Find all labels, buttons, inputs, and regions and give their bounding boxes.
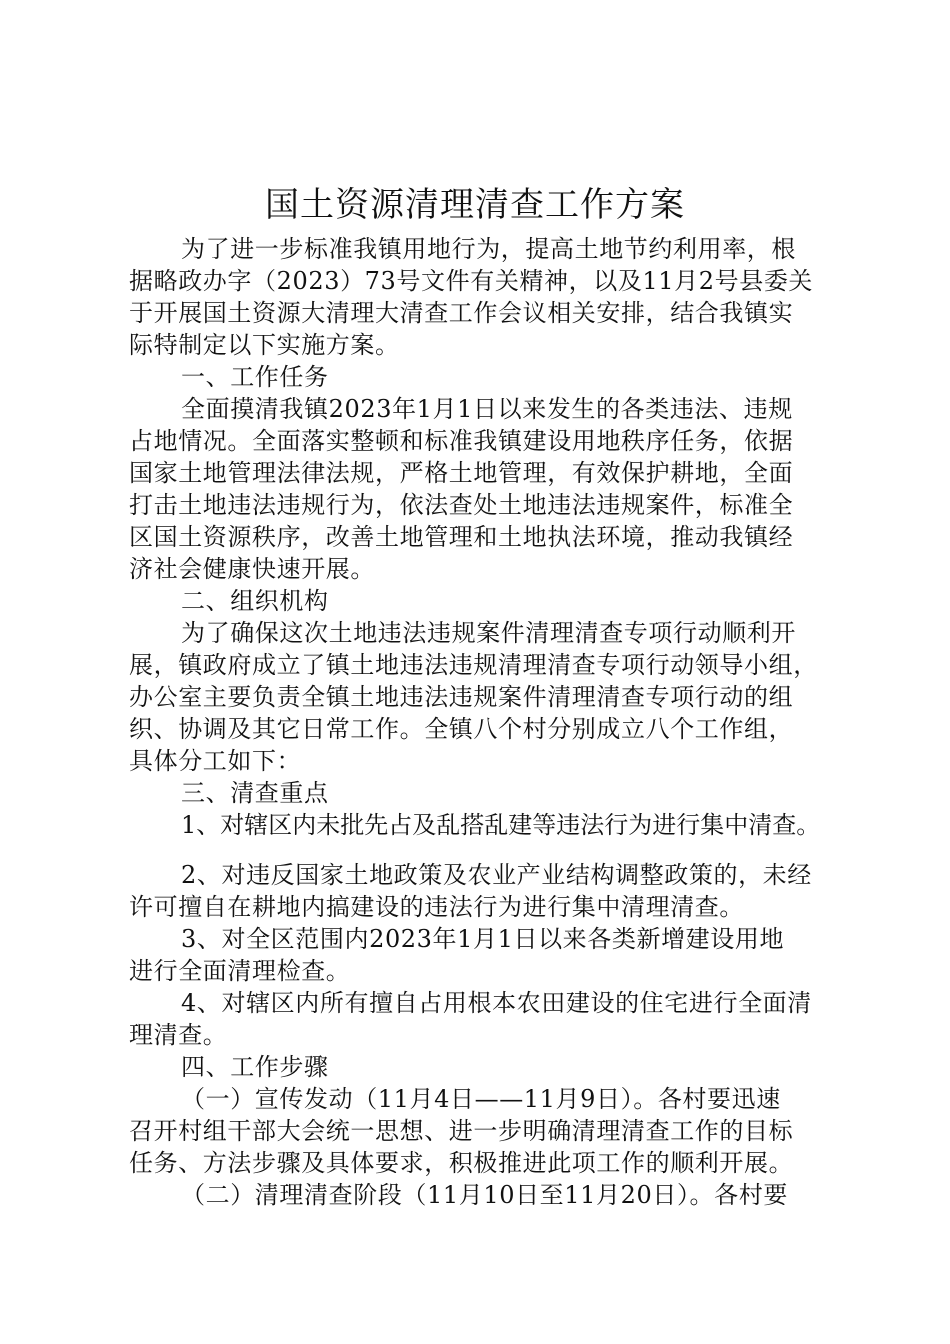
paragraph-line: 展，镇政府成立了镇土地违法违规清理清查专项行动领导小组， [129,651,818,679]
paragraph-line: 许可擅自在耕地内搞建设的违法行为进行集中清理清查。 [129,893,744,921]
section-heading: 二、组织机构 [181,587,329,615]
paragraph-line: 1、对辖区内未批先占及乱搭乱建等违法行为进行集中清查。 [181,811,821,839]
paragraph-line: 召开村组干部大会统一思想、进一步明确清理清查工作的目标 [129,1117,794,1145]
paragraph-line: 任务、方法步骤及具体要求，积极推进此项工作的顺利开展。 [129,1149,794,1177]
paragraph-line: 为了进一步标准我镇用地行为，提高土地节约利用率，根 [181,235,796,263]
paragraph-line: （一）宣传发动（11月4日——11月9日）。各村要迅速 [181,1085,781,1113]
paragraph-line: 2、对违反国家土地政策及农业产业结构调整政策的，未经 [181,861,812,889]
paragraph-line: 济社会健康快速开展。 [129,555,375,583]
section-heading: 三、清查重点 [181,779,329,807]
paragraph-line: 区国土资源秩序，改善土地管理和土地执法环境，推动我镇经 [129,523,794,551]
paragraph-line: 占地情况。全面落实整顿和标准我镇建设用地秩序任务，依据 [129,427,794,455]
document-title: 国土资源清理清查工作方案 [265,185,685,225]
paragraph-line: 际特制定以下实施方案。 [129,331,400,359]
section-heading: 一、工作任务 [181,363,329,391]
paragraph-line: 理清查。 [129,1021,228,1049]
paragraph-line: 织、协调及其它日常工作。全镇八个村分别成立八个工作组， [129,715,794,743]
paragraph-line: 打击土地违法违规行为，依法查处土地违法违规案件，标准全 [129,491,794,519]
paragraph-line: 4、对辖区内所有擅自占用根本农田建设的住宅进行全面清 [181,989,812,1017]
paragraph-line: 办公室主要负责全镇土地违法违规案件清理清查专项行动的组 [129,683,794,711]
paragraph-line: 据略政办字（2023）73号文件有关精神，以及11月2号县委关 [129,267,814,295]
paragraph-line: 为了确保这次土地违法违规案件清理清查专项行动顺利开 [181,619,796,647]
paragraph-line: 3、对全区范围内2023年1月1日以来各类新增建设用地 [181,925,785,953]
paragraph-line: 国家土地管理法律法规，严格土地管理，有效保护耕地，全面 [129,459,794,487]
paragraph-line: 全面摸清我镇2023年1月1日以来发生的各类违法、违规 [181,395,793,423]
paragraph-line: 进行全面清理检查。 [129,957,351,985]
section-heading: 四、工作步骤 [181,1053,329,1081]
paragraph-line: 于开展国土资源大清理大清查工作会议相关安排，结合我镇实 [129,299,794,327]
paragraph-line: 具体分工如下： [129,747,302,775]
paragraph-line: （二）清理清查阶段（11月10日至11月20日）。各村要 [181,1181,788,1209]
